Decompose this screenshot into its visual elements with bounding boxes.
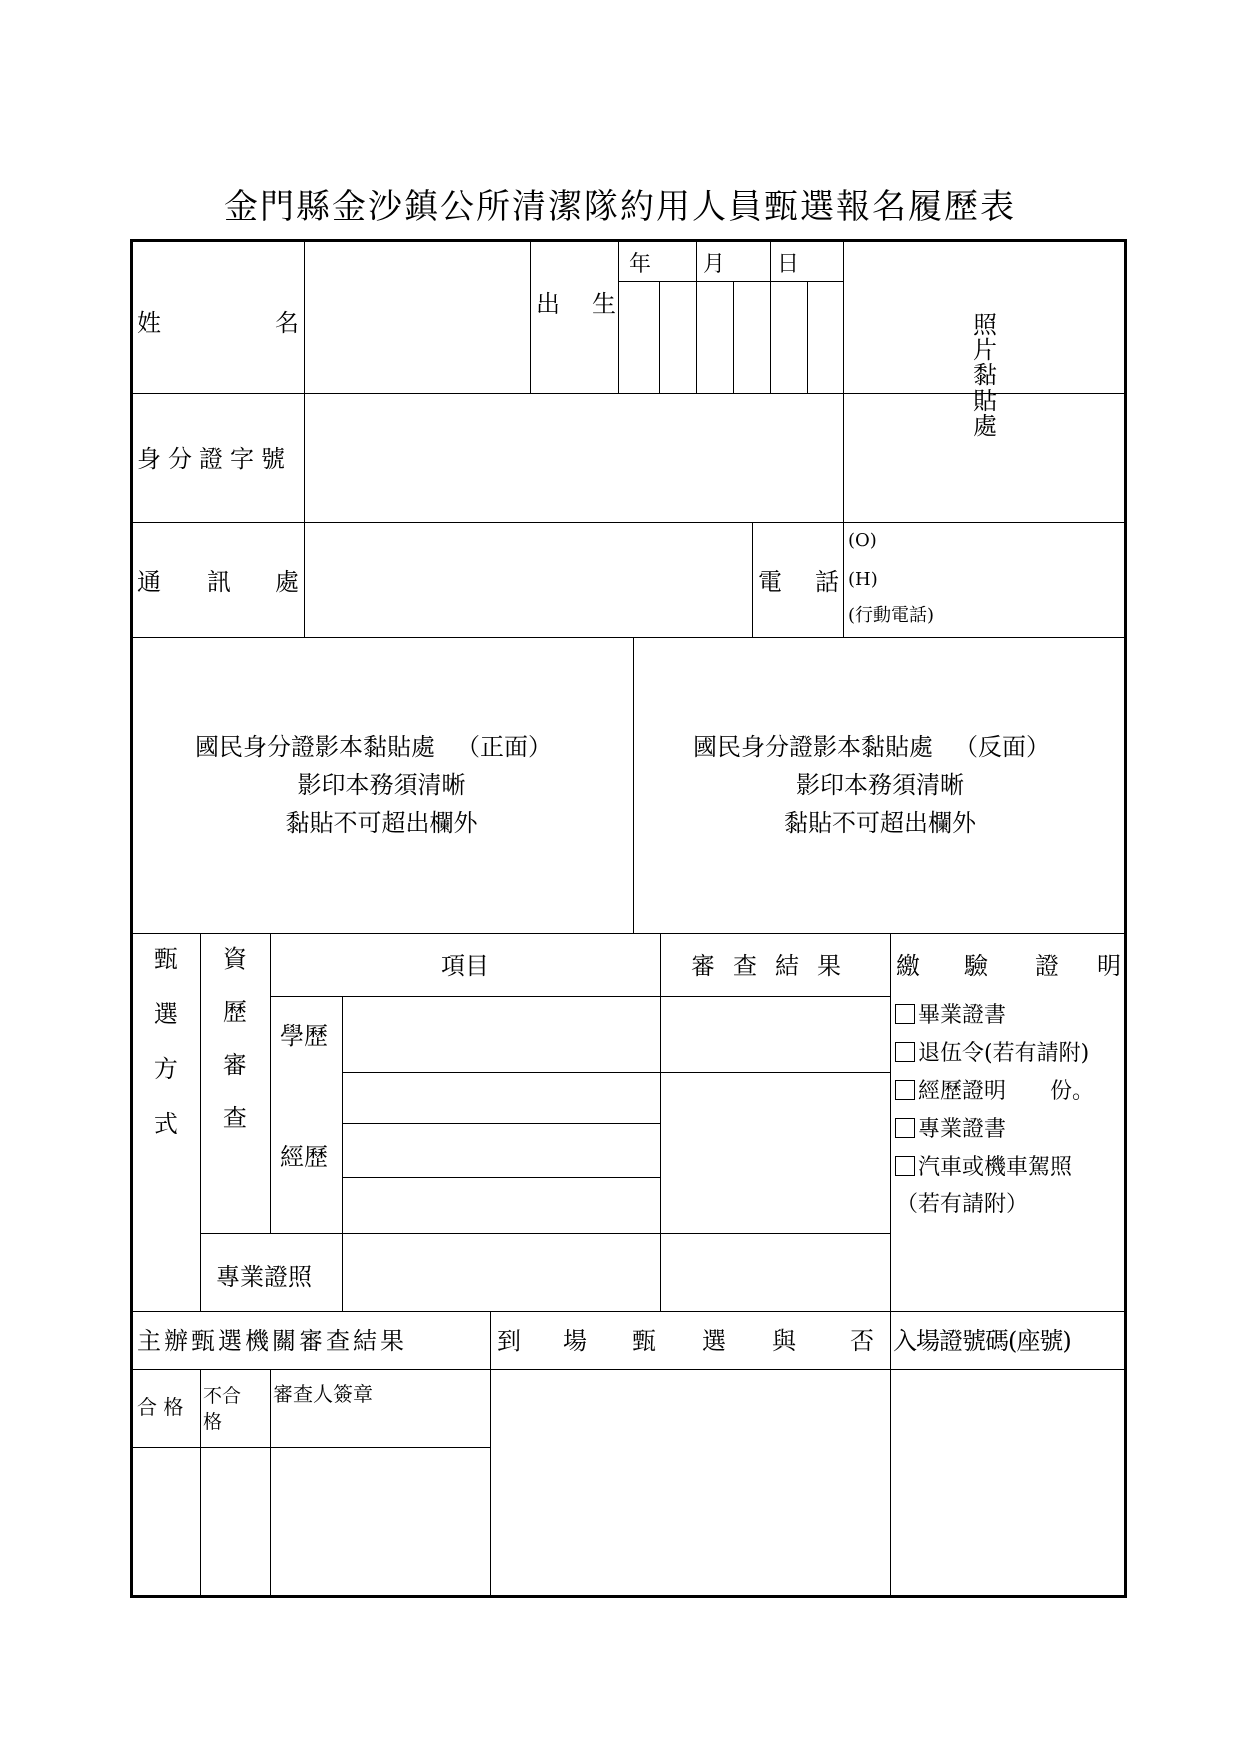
experience-field-3[interactable]: [343, 1178, 659, 1232]
checkbox-icon[interactable]: [895, 1156, 915, 1176]
attendance-cell[interactable]: [491, 1370, 889, 1595]
id-front-note-clear: 影印本務須清晰: [297, 771, 466, 799]
organizer-review-label: 主辦甄選機關審查結果: [137, 1327, 407, 1355]
doc-discharge[interactable]: 退伍令(若有請附): [895, 1042, 1089, 1065]
id-back-title: 國民身分證影本黏貼處: [693, 733, 933, 761]
address-label-mid: 訊: [207, 568, 231, 596]
id-number-label: 身分證字號: [137, 445, 292, 473]
experience-label: 經歷: [280, 1143, 328, 1171]
checkbox-icon[interactable]: [895, 1118, 915, 1138]
address-label-end: 處: [275, 568, 299, 596]
docs-header-3: 證: [1035, 952, 1059, 980]
photo-placeholder: 照片黏貼處: [973, 311, 997, 440]
experience-field-2[interactable]: [343, 1124, 659, 1176]
education-field[interactable]: [343, 997, 659, 1071]
reviewer-signature-label: 審查人簽章: [273, 1382, 373, 1406]
attendance-label-1: 到: [497, 1327, 521, 1355]
name-label: 姓: [137, 309, 161, 337]
phone-home-label: (H): [848, 569, 878, 590]
admission-number-label: 入場證號碼(座號): [893, 1327, 1071, 1355]
review-label: 資歷審查: [218, 946, 247, 1158]
checkbox-icon[interactable]: [895, 1004, 915, 1024]
name-field[interactable]: [305, 242, 529, 392]
review-result-header: 審查結果: [691, 952, 859, 980]
id-back-note-margin: 黏貼不可超出欄外: [784, 809, 976, 837]
education-label: 學歷: [280, 1022, 328, 1050]
id-back-note-clear: 影印本務須清晰: [796, 771, 964, 799]
attendance-label-3: 甄: [632, 1327, 656, 1355]
phone-office-label: (O): [848, 530, 877, 551]
doc-experience-cert[interactable]: 經歷證明 份。: [895, 1080, 1094, 1103]
id-front-title: 國民身分證影本黏貼處: [195, 733, 435, 761]
birth-label: 出: [536, 290, 560, 318]
id-number-field[interactable]: [305, 394, 842, 521]
docs-header-1: 繳: [896, 952, 920, 980]
name-label-end: 名: [275, 309, 299, 337]
doc-professional-cert[interactable]: 專業證書: [895, 1118, 1006, 1141]
docs-header-4: 明: [1097, 952, 1121, 980]
phone-mobile-label: (行動電話): [848, 605, 935, 626]
license-label: 專業證照: [216, 1263, 312, 1291]
doc-drivers-license[interactable]: 汽車或機車駕照: [895, 1156, 1072, 1179]
address-field[interactable]: [305, 523, 751, 636]
docs-header-2: 驗: [964, 952, 988, 980]
birth-month-label: 月: [703, 252, 726, 277]
attendance-label-5: 與: [772, 1327, 796, 1355]
admission-number-cell[interactable]: [891, 1370, 1124, 1595]
doc-diploma[interactable]: 畢業證書: [895, 1004, 1006, 1027]
fail-cell[interactable]: [201, 1448, 269, 1595]
pass-cell[interactable]: [133, 1448, 199, 1595]
attendance-label-6: 否: [850, 1327, 874, 1355]
attendance-label-2: 場: [563, 1327, 587, 1355]
selection-method-label: 甄選方式: [149, 946, 178, 1166]
fail-label: 不合格: [203, 1385, 242, 1433]
doc-note: （若有請附）: [896, 1192, 1029, 1217]
phone-label: 電: [758, 568, 782, 596]
address-label: 通: [137, 568, 161, 596]
page-title: 金門縣金沙鎮公所清潔隊約用人員甄選報名履歷表: [224, 187, 1016, 227]
experience-field-1[interactable]: [343, 1073, 659, 1122]
pass-label: 合 格: [137, 1395, 184, 1419]
checkbox-icon[interactable]: [895, 1042, 915, 1062]
attendance-label-4: 選: [702, 1327, 726, 1355]
birth-day-label: 日: [777, 252, 800, 277]
id-back-side: （反面）: [954, 733, 1050, 761]
reviewer-signature-cell[interactable]: [271, 1448, 489, 1595]
item-header: 項目: [441, 952, 489, 980]
birth-year-label: 年: [629, 252, 652, 277]
checkbox-icon[interactable]: [895, 1080, 915, 1100]
id-front-note-margin: 黏貼不可超出欄外: [285, 809, 478, 837]
id-front-side: （正面）: [456, 733, 552, 761]
phone-label-end: 話: [815, 568, 839, 596]
license-field[interactable]: [343, 1234, 659, 1310]
birth-label-end: 生: [592, 290, 616, 318]
